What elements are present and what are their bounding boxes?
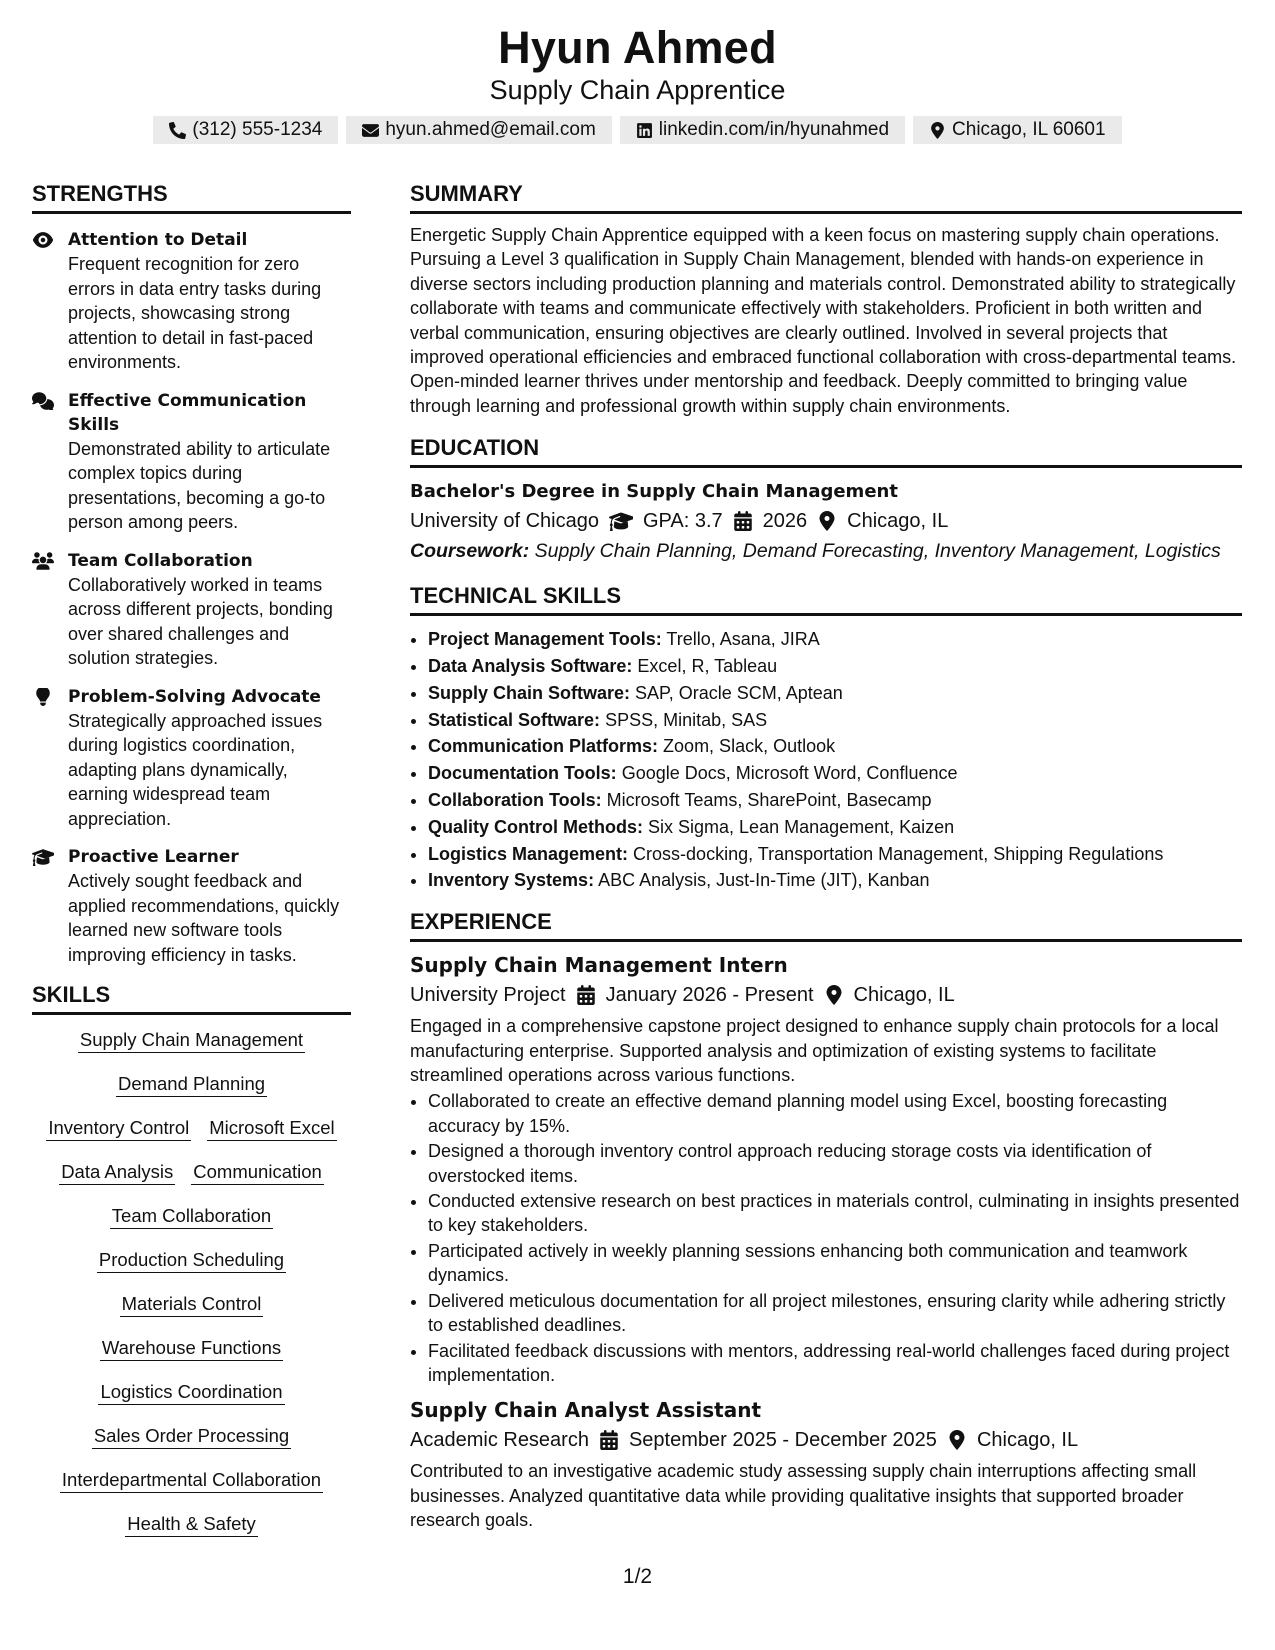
education-location: Chicago, IL	[847, 510, 949, 533]
left-column	[32, 180, 351, 1537]
tech-label: Statistical Software:	[428, 709, 601, 730]
eye-icon	[32, 231, 54, 249]
strength-item	[32, 685, 351, 832]
skill-tag: Warehouse Functions	[100, 1335, 283, 1361]
tech-label: Logistics Management:	[428, 843, 629, 864]
education-meta	[410, 506, 1242, 536]
tech-label: Inventory Systems:	[428, 870, 595, 891]
job-dates: January 2026 - Present	[605, 984, 814, 1007]
list-item	[428, 653, 1242, 680]
location-icon	[929, 122, 946, 139]
strengths-list	[32, 228, 351, 967]
education-gpa: GPA: 3.7	[642, 510, 723, 533]
contact-linkedin[interactable]	[620, 116, 905, 144]
contact-linkedin-text: linkedin.com/in/hyunahmed	[658, 119, 890, 140]
candidate-title: Supply Chain Apprentice	[489, 75, 786, 105]
list-item	[428, 787, 1242, 814]
contact-email[interactable]	[346, 116, 611, 144]
job-org: University Project	[410, 984, 566, 1007]
strength-heading: Team Collaboration	[68, 550, 253, 571]
tech-label: Collaboration Tools:	[428, 790, 602, 811]
job-location: Chicago, IL	[853, 984, 955, 1007]
strength-body: Collaboratively worked in teams across different projects, bonding over shared challenges and solution strategies.	[68, 574, 333, 668]
tech-value: Excel, R, Tableau	[637, 656, 778, 677]
education-year: 2026	[762, 510, 808, 533]
location-icon	[947, 1430, 967, 1450]
job-entry	[410, 950, 1242, 1387]
location-icon	[824, 985, 844, 1005]
technical-skills-list	[410, 626, 1242, 894]
graduation-cap-icon	[609, 511, 633, 531]
list-item: • Conducted extensive research on best practices in materials control, culminating in insights presented to key stakeholders.	[428, 1189, 1242, 1238]
skill-tag: Interdepartmental Collaboration	[60, 1467, 323, 1493]
list-item: • Delivered meticulous documentation for all project milestones, ensuring clarity while adhering strictly to established deadlines.	[428, 1289, 1242, 1338]
strengths-title: STRENGTHS	[32, 180, 351, 214]
list-item	[428, 760, 1242, 787]
education-school: University of Chicago	[410, 510, 599, 533]
email-icon	[362, 122, 379, 139]
skill-tag: Microsoft Excel	[207, 1115, 336, 1141]
job-meta	[410, 980, 1242, 1010]
lightbulb-icon	[32, 688, 54, 706]
job-entry	[410, 1395, 1242, 1532]
job-title: Supply Chain Analyst Assistant	[410, 1398, 762, 1423]
strength-item	[32, 845, 351, 967]
skill-tag: Data Analysis	[59, 1159, 175, 1185]
tech-label: Communication Platforms:	[428, 736, 659, 757]
coursework-label: Coursework:	[410, 540, 530, 563]
location-icon	[817, 511, 837, 531]
strength-item	[32, 549, 351, 671]
skill-tag: Communication	[191, 1159, 324, 1185]
contact-location-text: Chicago, IL 60601	[952, 119, 1106, 140]
education-coursework	[410, 536, 1242, 566]
contact-phone[interactable]	[153, 116, 338, 144]
job-description: Engaged in a comprehensive capstone project designed to enhance supply chain protocols for a local manufacturing enterprise. Supported analysis and optimization of existing systems to facilitate streamlined operations across various functions.	[410, 1016, 1219, 1086]
job-description: Contributed to an investigative academic study assessing supply chain interruptions affecting small businesses. Analyzed quantitative data while providing qualitative insights that supported broader research goals.	[410, 1461, 1197, 1531]
job-bullets	[410, 1089, 1242, 1387]
skill-tag: Sales Order Processing	[92, 1423, 291, 1449]
education-degree: Bachelor's Degree in Supply Chain Management	[410, 481, 898, 503]
coursework-text: Supply Chain Planning, Demand Forecasting, Inventory Management, Logistics	[534, 540, 1221, 563]
tech-label: Project Management Tools:	[428, 629, 662, 650]
skill-tag: Team Collaboration	[110, 1203, 273, 1229]
list-item: • Participated actively in weekly planning sessions enhancing both communication and teamwork dynamics.	[428, 1239, 1242, 1288]
right-column	[410, 180, 1242, 1533]
job-org: Academic Research	[410, 1429, 589, 1452]
list-item	[428, 707, 1242, 734]
tech-value: Trello, Asana, JIRA	[666, 629, 820, 650]
strength-heading: Effective Communication Skills	[68, 390, 307, 435]
strength-heading: Proactive Learner	[68, 847, 239, 867]
tech-value: SAP, Oracle SCM, Aptean	[635, 682, 843, 703]
resume-header	[0, 22, 1275, 144]
contact-email-text: hyun.ahmed@email.com	[385, 119, 596, 140]
tech-value: Google Docs, Microsoft Word, Confluence	[621, 763, 958, 784]
strength-body: Frequent recognition for zero errors in data entry tasks during projects, showcasing strong attention to detail in fast-paced environments.	[68, 254, 322, 372]
skill-tag: Demand Planning	[116, 1071, 267, 1097]
job-meta	[410, 1425, 1242, 1455]
job-location: Chicago, IL	[976, 1429, 1079, 1452]
list-item: • Designed a thorough inventory control approach reducing storage costs via identification of overstocked items.	[428, 1139, 1242, 1188]
tech-label: Documentation Tools:	[428, 763, 617, 784]
list-item	[428, 733, 1242, 760]
strength-heading: Problem-Solving Advocate	[68, 686, 321, 707]
users-icon	[32, 552, 54, 570]
list-item	[428, 626, 1242, 653]
candidate-name: Hyun Ahmed	[498, 22, 777, 73]
list-item	[428, 841, 1242, 868]
strength-item	[32, 228, 351, 375]
strength-heading: Attention to Detail	[68, 230, 248, 250]
list-item	[428, 814, 1242, 841]
skill-tag: Production Scheduling	[97, 1247, 286, 1273]
skill-tag: Logistics Coordination	[98, 1379, 284, 1405]
summary-title: SUMMARY	[410, 180, 1242, 214]
list-item: • Facilitated feedback discussions with mentors, addressing real-world challenges faced during project implementation.	[428, 1339, 1242, 1388]
contact-location	[913, 116, 1122, 144]
linkedin-icon	[636, 122, 653, 139]
list-item: • Collaborated to create an effective demand planning model using Excel, boosting forecasting accuracy by 15%.	[428, 1089, 1242, 1138]
skill-tag: Materials Control	[120, 1291, 264, 1317]
list-item	[428, 867, 1242, 894]
experience-title: EXPERIENCE	[410, 908, 1242, 942]
skill-tag: Inventory Control	[46, 1115, 191, 1141]
contact-phone-text: (312) 555-1234	[192, 119, 323, 140]
skill-tag: Supply Chain Management	[78, 1027, 305, 1053]
job-title: Supply Chain Management Intern	[410, 953, 788, 978]
skills-list	[32, 1027, 351, 1537]
tech-label: Quality Control Methods:	[428, 816, 643, 837]
job-dates: September 2025 - December 2025	[628, 1429, 937, 1452]
skill-tag: Health & Safety	[125, 1511, 258, 1537]
contact-bar	[0, 116, 1275, 144]
tech-value: Zoom, Slack, Outlook	[663, 736, 836, 757]
tech-value: SPSS, Minitab, SAS	[605, 709, 768, 730]
tech-value: ABC Analysis, Just-In-Time (JIT), Kanban	[598, 870, 930, 891]
strength-body: Strategically approached issues during logistics coordination, adapting plans dynamically, earning widespread team appreciation.	[68, 710, 323, 829]
tech-value: Six Sigma, Lean Management, Kaizen	[648, 816, 955, 837]
skills-title: SKILLS	[32, 981, 351, 1015]
strength-body: Actively sought feedback and applied recommendations, quickly learned new software tools improving efficiency in tasks.	[68, 871, 340, 965]
strength-body: Demonstrated ability to articulate complex topics during presentations, becoming a go-to person among peers.	[68, 438, 331, 532]
phone-icon	[169, 122, 186, 139]
list-item	[428, 680, 1242, 707]
tech-value: Microsoft Teams, SharePoint, Basecamp	[606, 790, 932, 811]
summary-text: Energetic Supply Chain Apprentice equipped with a keen focus on mastering supply chain operations. Pursuing a Level 3 qualification in Supply Chain Management, blended with hands-on experience in diverse sectors including production planning and materials control. Demonstrated ability to strategically collaborate with teams and communicate effectively with stakeholders. Proficient in both written and verbal communication, ensuring objectives are clearly outlined. Involved in several projects that improved operational efficiencies and embraced functional collaboration with cross-departmental teams. Open-minded learner thrives under mentorship and feedback. Deeply committed to bringing value through learning and professional growth within supply chain environments.	[410, 225, 1237, 416]
calendar-icon	[733, 511, 753, 531]
tech-value: Cross-docking, Transportation Management, Shipping Regulations	[633, 843, 1164, 864]
technical-skills-title: TECHNICAL SKILLS	[410, 582, 1242, 616]
graduation-cap-icon	[32, 848, 54, 866]
calendar-icon	[576, 985, 596, 1005]
calendar-icon	[599, 1430, 619, 1450]
skills-section	[32, 981, 351, 1537]
page-number: 1/2	[622, 1565, 653, 1588]
strength-item	[32, 389, 351, 535]
comments-icon	[32, 392, 54, 410]
education-title: EDUCATION	[410, 434, 1242, 468]
tech-label: Supply Chain Software:	[428, 682, 631, 703]
tech-label: Data Analysis Software:	[428, 656, 633, 677]
